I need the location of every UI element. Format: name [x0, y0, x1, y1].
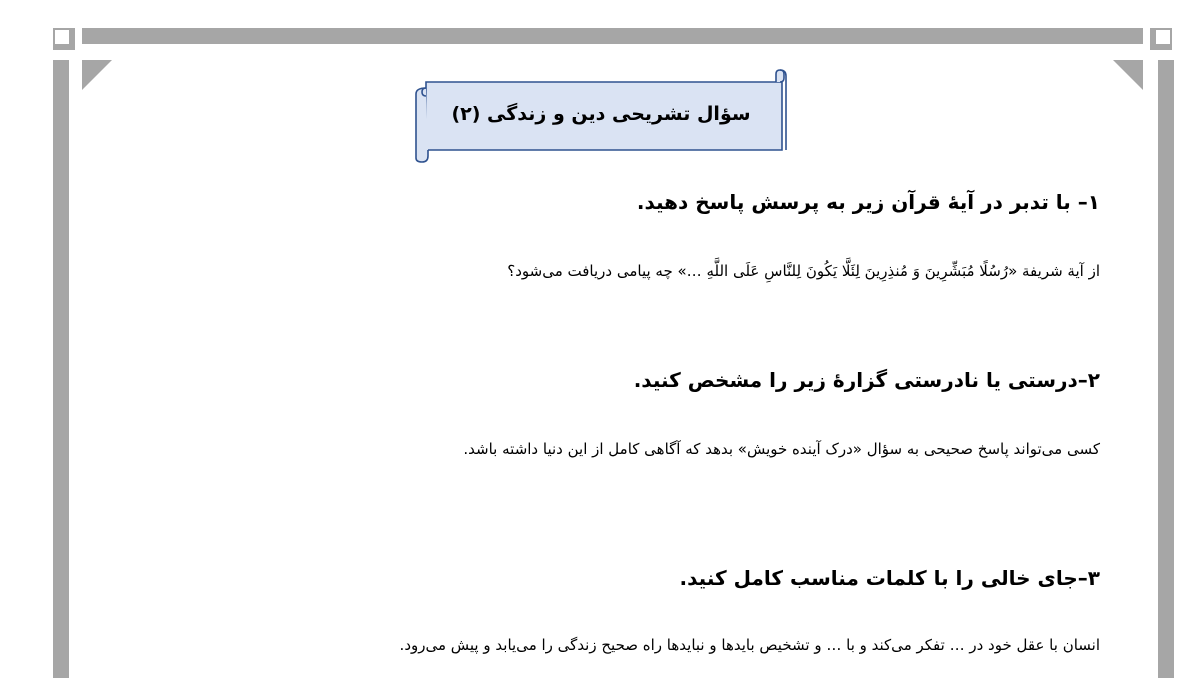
frame-corner-top-right [1154, 28, 1172, 46]
question-2-title: ۲–درستی یا نادرستی گزارهٔ زیر را مشخص کنید. [633, 368, 1100, 392]
frame-triangle-right [1113, 60, 1143, 90]
frame-corner-top-right-bar-h [1150, 46, 1172, 50]
question-1-title: ۱– با تدبر در آیهٔ قرآن زیر به پرسش پاسخ دهید. [636, 190, 1100, 214]
frame-top-bar [82, 28, 1143, 44]
title-banner [410, 66, 792, 164]
frame-triangle-left [82, 60, 112, 90]
question-3-body: انسان با عقل خود در … تفکر می‌کند و با … و تشخیص بایدها و نبایدها راه صحیح زندگی را می‌یابد و پیش می‌رود. [399, 636, 1100, 654]
frame-corner-top-left-bar-h [53, 46, 75, 50]
question-2-body: کسی می‌تواند پاسخ صحیحی به سؤال «درک آینده خویش» بدهد که آگاهی کامل از این دنیا داشته باشد. [463, 440, 1100, 458]
frame-corner-top-left [53, 28, 71, 46]
question-3-title: ۳–جای خالی را با کلمات مناسب کامل کنید. [679, 566, 1100, 590]
question-1-body: از آیة شریفة «رُسُلًا مُبَشِّرِینَ وَ مُنذِرِینَ لِئَلَّا یَکُونَ لِلنَّاسِ عَلَی اللَّهِ …» چه پیامی دریافت می‌شود؟ [507, 262, 1100, 280]
frame-right-bar [1158, 60, 1174, 678]
frame-left-bar [53, 60, 69, 678]
page-title: سؤال تشریحی دین و زندگی (۲) [451, 103, 751, 125]
